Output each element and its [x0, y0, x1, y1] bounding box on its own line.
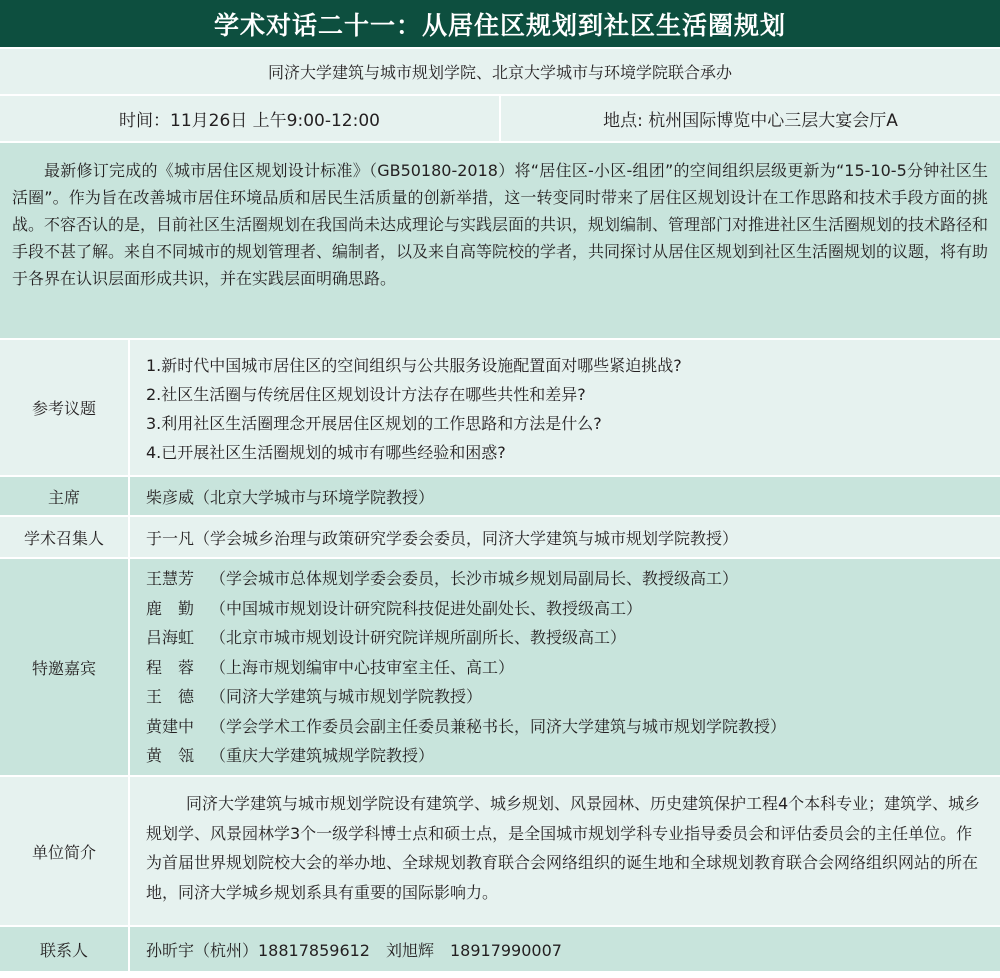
guest-item: [146, 741, 1000, 771]
organizers: 同济大学建筑与城市规划学院、北京大学城市与环境学院联合承办: [0, 49, 1000, 94]
convener-label: 学术召集人: [0, 517, 128, 557]
guests-row: [0, 559, 1000, 775]
convener-row: [0, 517, 1000, 557]
contact-value: 孙昕宇（杭州）18817859612 刘旭辉 18917990007: [130, 927, 1000, 971]
guest-desc: （中国城市规划设计研究院科技促进处副处长、教授级高工）: [210, 598, 643, 618]
unit-intro: [130, 777, 1000, 925]
guest-name: 王 德: [146, 687, 195, 706]
guest-desc: （北京市城市规划设计研究院详规所副所长、教授级高工）: [210, 628, 627, 647]
guest-item: [146, 682, 1000, 712]
guest-item: [146, 564, 1000, 594]
topic-item: 4.已开展社区生活圈规划的城市有哪些经验和困惑?: [146, 443, 506, 462]
guest-desc: （重庆大学建筑城规学院教授）: [210, 746, 435, 765]
guest-desc: （学会城市总体规划学委会委员，长沙市城乡规划局副局长、教授级高工）: [210, 569, 739, 588]
guest-name: 黄建中: [146, 716, 195, 736]
guests-label: 特邀嘉宾: [0, 559, 128, 775]
guest-desc: （上海市规划编审中心技审室主任、高工）: [210, 657, 515, 677]
guest-name: 鹿 勤: [146, 598, 195, 618]
event-time: 时间：11月26日 上午9:00-12:00: [0, 96, 499, 141]
chair-label: 主席: [0, 477, 128, 515]
convener-value: 于一凡（学会城乡治理与政策研究学委会委员，同济大学建筑与城市规划学院教授）: [130, 517, 1000, 557]
topic-item: 3.利用社区生活圈理念开展居住区规划的工作思路和方法是什么?: [146, 414, 602, 433]
contact-row: [0, 927, 1000, 971]
guest-name: 程 蓉: [146, 657, 195, 677]
chair-value: 柴彦威（北京大学城市与环境学院教授）: [130, 477, 1000, 515]
guests-list: [130, 559, 1000, 775]
time-place-row: [0, 96, 1000, 141]
topics-label: 参考议题: [0, 340, 128, 475]
topics-list: [130, 340, 1000, 475]
guest-item: [146, 653, 1000, 683]
unit-row: [0, 777, 1000, 925]
guest-item: [146, 594, 1000, 624]
guest-name: 王慧芳: [146, 569, 195, 588]
event-place: 地点: 杭州国际博览中心三层大宴会厅A: [501, 96, 1000, 141]
contact-label: 联系人: [0, 927, 128, 971]
topic-item: 2.社区生活圈与传统居住区规划设计方法存在哪些共性和差异?: [146, 385, 586, 404]
intro-paragraph: 最新修订完成的《城市居住区规划设计标准》（GB50180-2018）将“居住区-小区-组团”的空间组织层级更新为“15-10-5分钟社区生活圈”。作为旨在改善城市居住环境品质和居民生活质量的创新举措，这一转变同时带来了居住区规划设计在工作思路和技术手段方面的挑战。不容否认的是，目前社区生活圈规划在我国尚未达成理论与实践层面的共识，规划编制、管理部门对推进社区生活圈规划的技术路径和手段不甚了解。来自不同城市的规划管理者、编制者，以及来自高等院校的学者，共同探讨从居住区规划到社区生活圈规划的议题，将有助于各界在认识层面形成共识，并在实践层面明确思路。: [0, 143, 1000, 338]
guest-item: [146, 623, 1000, 653]
page-title: 学术对话二十一：从居住区规划到社区生活圈规划: [0, 0, 1000, 47]
guest-name: 吕海虹: [146, 628, 195, 647]
unit-text: 同济大学建筑与城市规划学院设有建筑学、城乡规划、风景园林、历史建筑保护工程4个本科专业；建筑学、城乡规划学、风景园林学3个一级学科博士点和硕士点，是全国城市规划学科专业指导委员会和评估委员会的主任单位。作为首届世界规划院校大会的举办地、全球规划教育联合会网络组织的诞生地和全球规划教育联合会网络组织网站的所在地，同济大学城乡规划系具有重要的国际影响力。: [146, 794, 981, 902]
guest-desc: （学会学术工作委员会副主任委员兼秘书长，同济大学建筑与城市规划学院教授）: [210, 716, 787, 736]
chair-row: [0, 477, 1000, 515]
guest-desc: （同济大学建筑与城市规划学院教授）: [210, 687, 483, 706]
unit-label: 单位简介: [0, 777, 128, 925]
topics-row: [0, 340, 1000, 475]
guest-item: [146, 712, 1000, 742]
guest-name: 黄 瓴: [146, 746, 195, 765]
topic-item: 1.新时代中国城市居住区的空间组织与公共服务设施配置面对哪些紧迫挑战?: [146, 356, 682, 375]
